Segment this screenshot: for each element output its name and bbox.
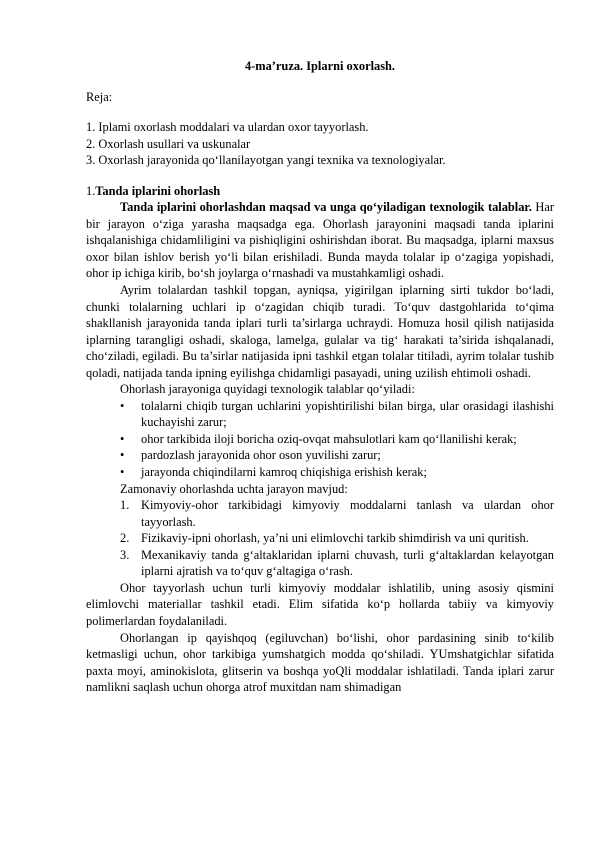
list-item <box>86 547 554 580</box>
plan-item: 3. Oxorlash jarayonida qo‘llanilayotgan yangi texnika va texnologiyalar. <box>86 153 446 168</box>
bullet-icon: • <box>120 448 125 463</box>
paragraph-bold-lead: Tanda iplarini ohorlashdan maqsad va unga qo‘yiladigan texnologik talablar. <box>120 200 532 215</box>
list-item-text: Kimyoviy-ohor tarkibidagi kimyoviy moddalarni tanlash va ulardan ohor tayyorlash. <box>141 498 554 529</box>
list-item <box>86 530 554 547</box>
list-item-text: Mexanikaviy tanda g‘altaklaridan iplarni chuvash, turli g‘altaklardan kelayotgan iplarni ajratish va to‘quv g‘altagiga o‘rash. <box>141 547 554 579</box>
spacer <box>86 105 554 119</box>
list-item <box>86 447 554 464</box>
list-number: 2. <box>120 531 130 546</box>
document-page <box>86 58 554 696</box>
paragraph-text: Har bir jarayon o‘ziga yarasha maqsadga ega. Ohorlash jarayonini maqsadi tanda iplarini ishqalanishiga chidamliligini va pishiqligini oshirishdan iborat. Bu maqsadga, iplarni maxsus oxor bilan ishlov berish yo‘li bilan erishiladi. Bunda mayda tolalar ip o‘zagiga yopishadi, ohor ip ichiga kirib, bo‘sh joylarga o‘rnashadi va mustahkamligi oshadi. <box>86 200 554 281</box>
paragraph: Ayrim tolalardan tashkil topgan, ayniqsa, yigirilgan iplarning sirti tukdor bo‘ladi, chunki tolalarning uchlari ip o‘zagidan chiqib turadi. To‘quv dastgohlarida to‘qima shakllanish jarayonida tanda iplari turli ta’sirlarga uchraydi. Homuza hosil qilish natijasida iplarning tarangligi oshadi, skaloga, lamelga, gulalar va tig‘ harakati ta’sirida ishqalanadi, cho‘ziladi, egiladi. Bu ta’sirlar natijasida ipni tashkil etgan tolalar titiladi, ayrim tolalar tushib qoladi, natijada tanda ipning eyilishga chidamligi pasayadi, uning uzilish ehtimoli oshadi. <box>86 283 554 380</box>
list-item <box>86 464 554 481</box>
list-item-text: pardozlash jarayonida ohor oson yuvilishi zarur; <box>141 448 381 463</box>
list-item <box>86 398 554 431</box>
plan-label: Reja: <box>86 89 113 104</box>
list-item-text: Fizikaviy-ipni ohorlash, ya’ni uni elimlovchi tarkib shimdirish va uni quritish. <box>141 531 529 546</box>
paragraph: Ohorlash jarayoniga quyidagi texnologik talablar qo‘yiladi: <box>120 382 415 397</box>
list-number: 3. <box>120 547 130 562</box>
paragraph: Ohor tayyorlash uchun turli kimyoviy moddalar ishlatilib, uning asosiy qismini elimlovchi materiallar tashkil etadi. Elim sifatida ko‘p hollarda tabiiy va kimyoviy polimerlardan foydalaniladi. <box>86 580 554 628</box>
plan-item: 2. Oxorlash usullari va uskunalar <box>86 136 251 151</box>
section-title: Tanda iplarini ohorlash <box>95 183 221 198</box>
list-item-text: tolalarni chiqib turgan uchlarini yopishtirilishi bilan birga, ular orasidagi ilashishi kuchayishi zarur; <box>141 398 554 430</box>
list-item-text: jarayonda chiqindilarni kamroq chiqishiga erishish kerak; <box>141 465 427 480</box>
paragraph: Zamonaviy ohorlashda uchta jarayon mavjud: <box>120 481 348 496</box>
bullet-icon: • <box>120 398 125 413</box>
list-item <box>86 431 554 448</box>
bullet-icon: • <box>120 465 125 480</box>
section-heading <box>86 183 554 200</box>
bullet-icon: • <box>120 431 125 446</box>
requirements-list <box>86 398 554 481</box>
plan-item: 1. Iplami oxorlash moddalari va ulardan oxor tayyorlash. <box>86 120 369 135</box>
list-item-text: ohor tarkibida iloji boricha oziq-ovqat mahsulotlari kam qo‘llanilishi kerak; <box>141 431 517 446</box>
page-title: 4-ma’ruza. Iplarni oxorlash. <box>244 59 396 73</box>
paragraph <box>86 199 554 282</box>
list-item <box>86 497 554 530</box>
section-number: 1. <box>86 183 96 198</box>
list-number: 1. <box>120 498 130 513</box>
paragraph: Ohorlangan ip qayishqoq (egiluvchan) bo‘lishi, ohor pardasining sinib to‘kilib ketmasligi uchun, ohor tarkibiga yumshatgich modda qo‘shiladi. YUmshatgichlar sifatida paxta moyi, aminokislota, glitserin va boshqa yoQli moddalar ishlatiladi. Tanda iplari zarur namlikni saqlash uchun ohorga atrof muxitdan nam shimadigan <box>86 630 554 695</box>
process-list <box>86 497 554 580</box>
spacer <box>86 169 554 183</box>
